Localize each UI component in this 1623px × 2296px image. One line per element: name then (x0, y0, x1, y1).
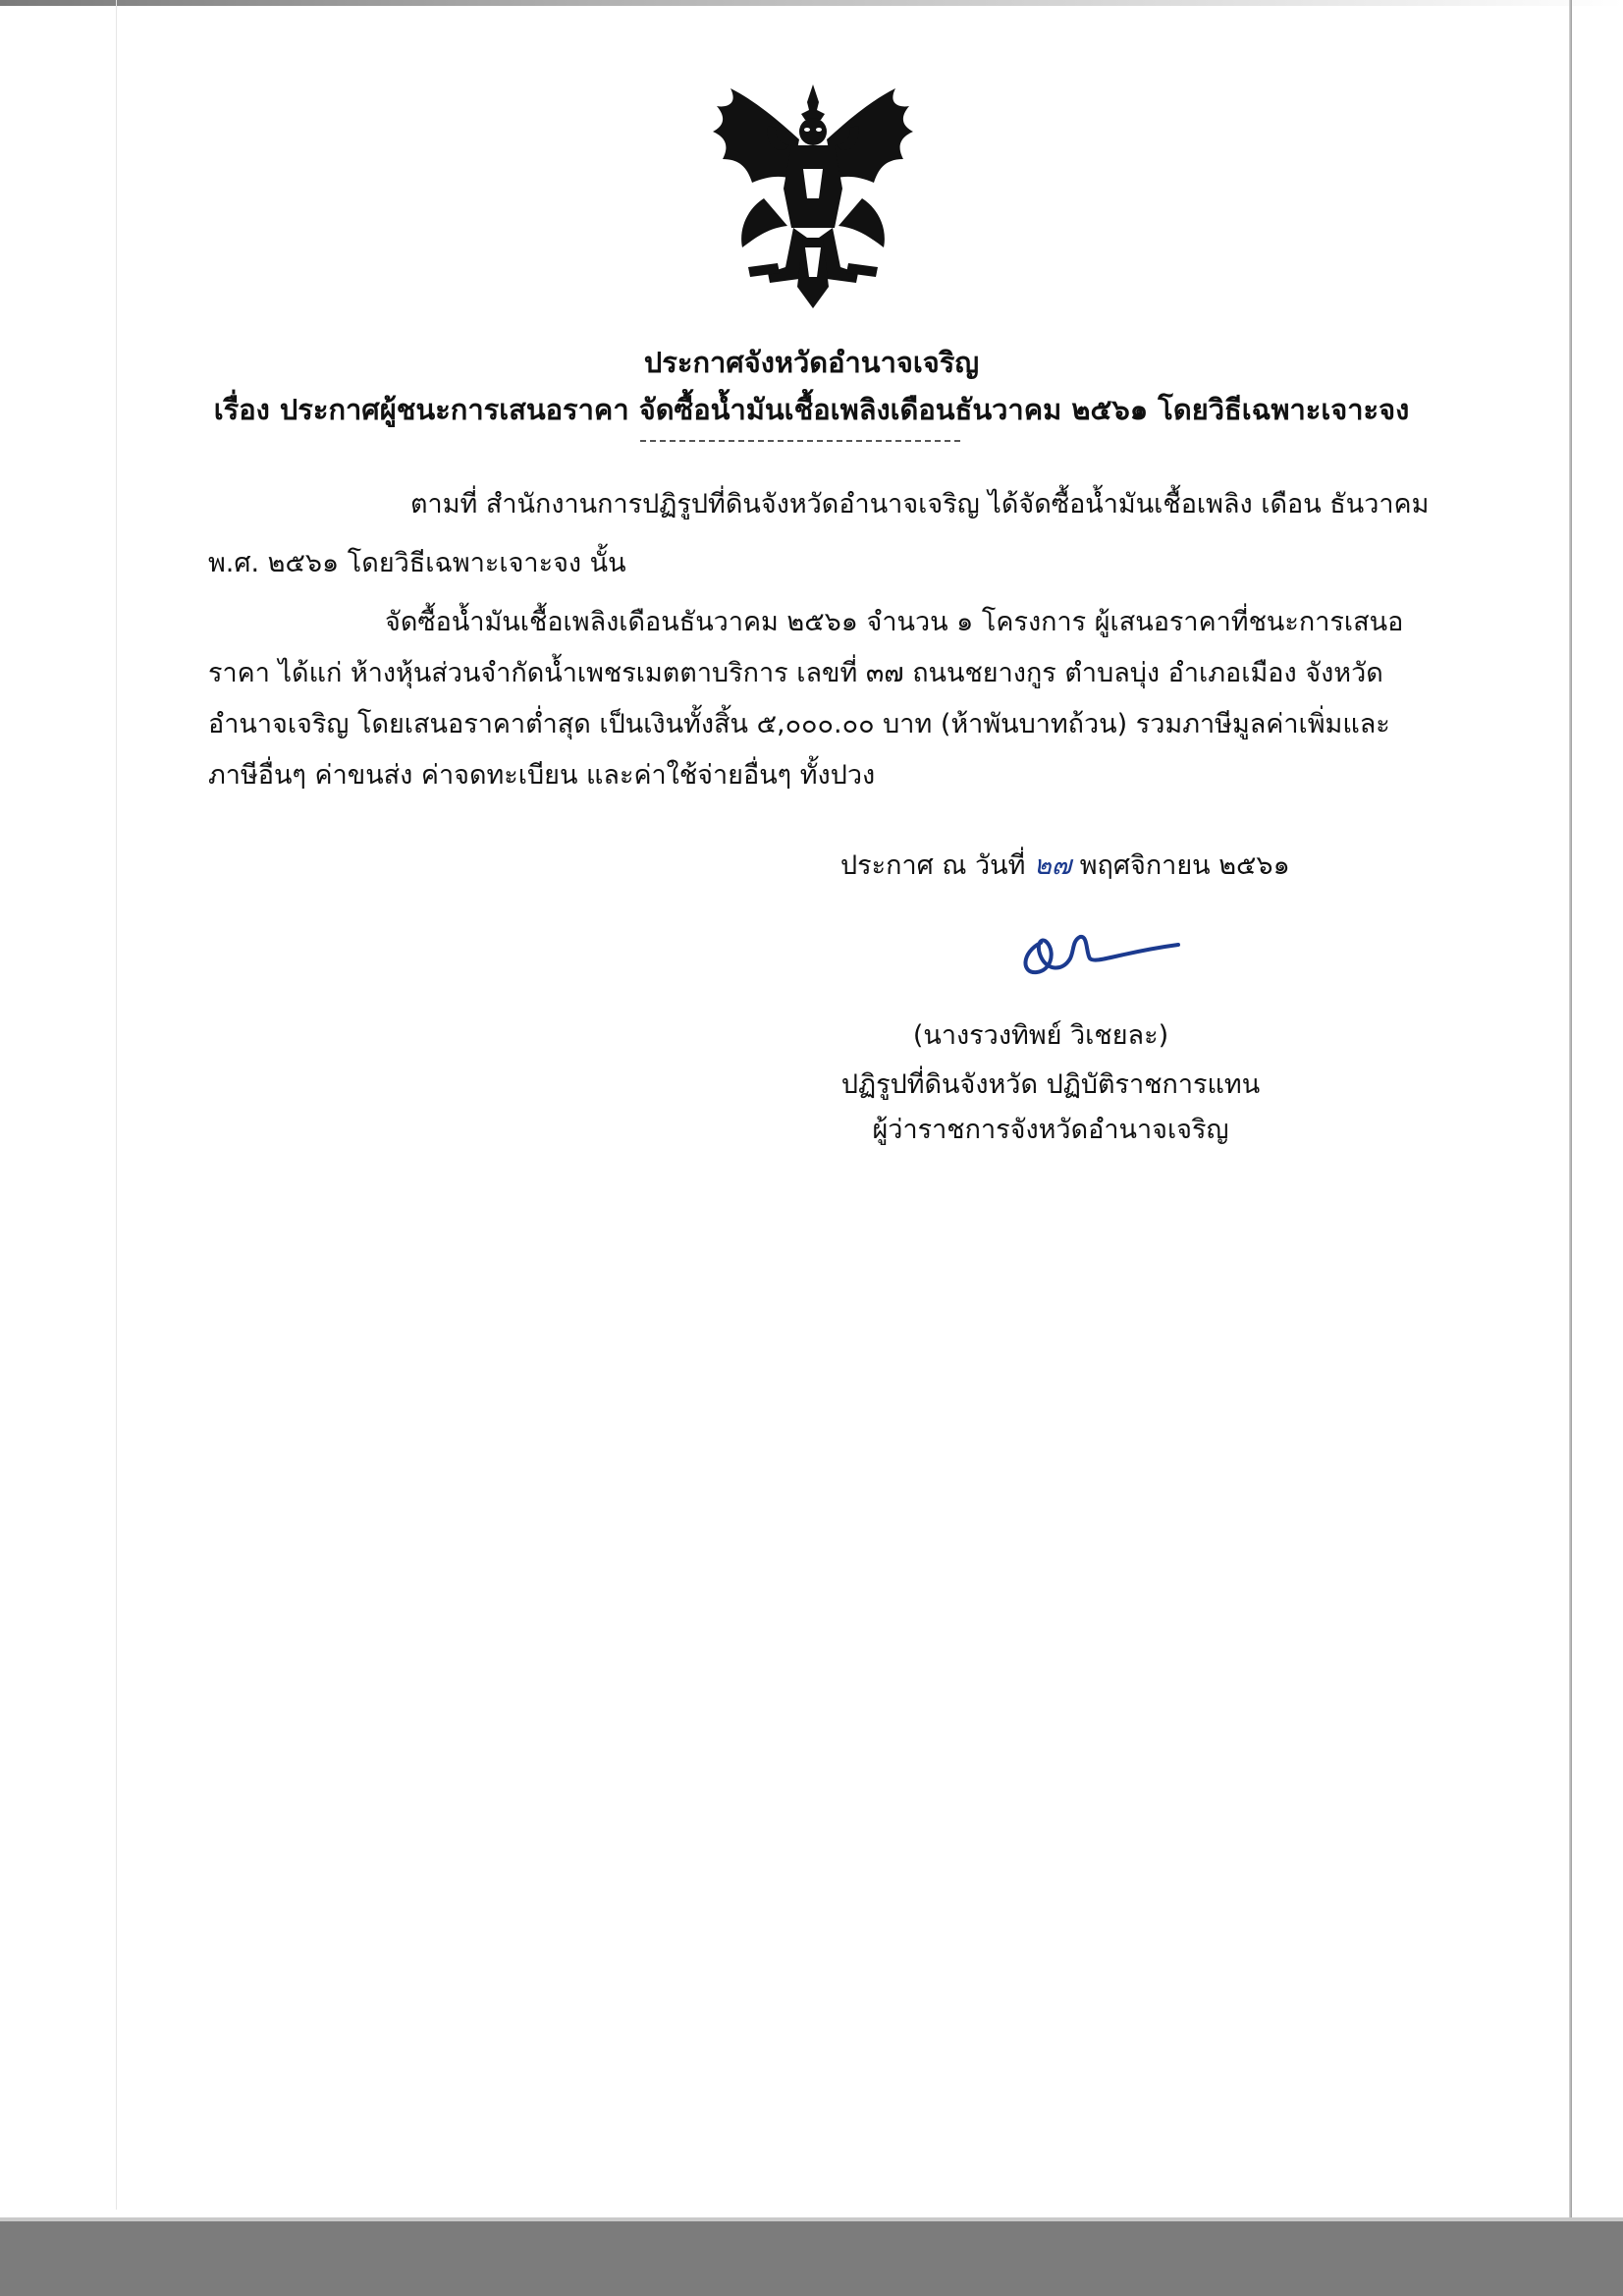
announcement-date (840, 847, 1290, 886)
scan-edge-right (1569, 0, 1572, 2219)
scan-background-band (0, 2221, 1623, 2296)
paragraph-1-line-1: ตามที่ สำนักงานการปฏิรูปที่ดินจังหวัดอำนาจเจริญ ได้จัดซื้อน้ำมันเชื้อเพลิง เดือน ธันวาคม (410, 489, 1430, 519)
announcement-prefix: ประกาศ ณ วันที่ (840, 850, 1026, 881)
paragraph-1-line-2: พ.ศ. ๒๕๖๑ โดยวิธีเฉพาะเจาะจง นั้น (208, 548, 626, 578)
garuda-emblem-icon (709, 81, 917, 312)
signatory-on-behalf: ผู้ว่าราชการจังหวัดอำนาจเจริญ (872, 1115, 1229, 1145)
signatory-name: (นางรวงทิพย์ วิเชยละ) (912, 1020, 1169, 1051)
scan-shadow-top (0, 0, 1623, 6)
announcement-day: ๒๗ (1034, 850, 1072, 881)
paragraph-2-line-4: ภาษีอื่นๆ ค่าขนส่ง ค่าจดทะเบียน และค่าใช้จ่ายอื่นๆ ทั้งปวง (208, 760, 876, 791)
title-separator (640, 440, 960, 442)
paragraph-2-line-3: อำนาจเจริญ โดยเสนอราคาต่ำสุด เป็นเงินทั้งสิ้น ๕,๐๐๐.๐๐ บาท (ห้าพันบาทถ้วน) รวมภาษีมูลค่าเพิ่มและ (208, 709, 1390, 739)
document-subject: เรื่อง ประกาศผู้ชนะการเสนอราคา จัดซื้อน้ำมันเชื้อเพลิงเดือนธันวาคม ๒๕๖๑ โดยวิธีเฉพาะเจาะจง (213, 393, 1410, 426)
paragraph-2-line-1: จัดซื้อน้ำมันเชื้อเพลิงเดือนธันวาคม ๒๕๖๑ จำนวน ๑ โครงการ ผู้เสนอราคาที่ชนะการเสนอ (385, 607, 1404, 637)
announcement-month-year: พฤศจิกายน ๒๕๖๑ (1079, 850, 1290, 881)
scan-fold-line (116, 0, 117, 2210)
handwritten-signature (1011, 913, 1208, 992)
document-title: ประกาศจังหวัดอำนาจเจริญ (643, 346, 980, 379)
signatory-position: ปฏิรูปที่ดินจังหวัด ปฏิบัติราชการแทน (840, 1069, 1261, 1100)
paragraph-2-line-2: ราคา ได้แก่ ห้างหุ้นส่วนจำกัดน้ำเพชรเมตตาบริการ เลขที่ ๓๗ ถนนชยางกูร ตำบลบุ่ง อำเภอเมือง จังหวัด (208, 658, 1383, 688)
